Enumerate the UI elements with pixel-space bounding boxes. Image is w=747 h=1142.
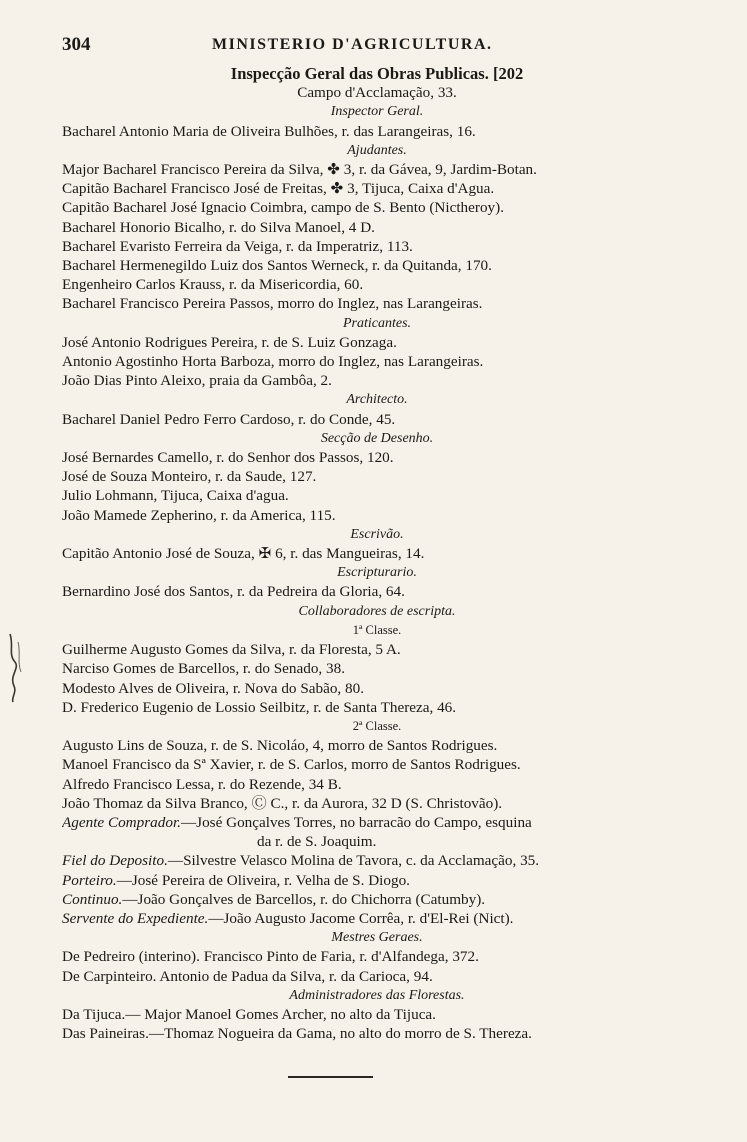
running-head: MINISTERIO D'AGRICULTURA. — [212, 36, 493, 53]
classe2-entry: Alfredo Francisco Lessa, r. do Rezende, 34 B. — [62, 775, 342, 793]
fiel-entry — [62, 851, 692, 870]
architecto-entry: Bacharel Daniel Pedro Ferro Cardoso, r. do Conde, 45. — [62, 410, 396, 428]
fiel-text: —Silvestre Velasco Molina de Tavora, c. da Acclamação, 35. — [167, 852, 540, 870]
section-ref: [202 — [492, 64, 524, 83]
continuo-role: Continuo. — [62, 890, 123, 908]
page-number: 304 — [62, 34, 91, 55]
escrivao-label: Escrivão. — [350, 526, 404, 542]
ajudante-entry: Capitão Bacharel José Ignacio Coimbra, campo de S. Bento (Nictheroy). — [62, 199, 504, 217]
section-title: Inspecção Geral das Obras Publicas. — [230, 64, 489, 83]
praticante-entry: José Antonio Rodrigues Pereira, r. de S. Luiz Gonzaga. — [62, 333, 397, 351]
architecto-label: Architecto. — [346, 392, 408, 408]
porteiro-role: Porteiro. — [62, 871, 117, 889]
mestre-entry: De Pedreiro (interino). Francisco Pinto de Faria, r. d'Alfandega, 372. — [62, 948, 479, 966]
page-header — [62, 34, 702, 60]
porteiro-entry — [62, 871, 692, 890]
classe2-entry: João Thomaz da Silva Branco, Ⓒ C., r. da Aurora, 32 D (S. Christovão). — [62, 794, 503, 812]
ajudantes-label: Ajudantes. — [347, 142, 407, 158]
escripturario-label: Escripturario. — [337, 565, 417, 581]
ajudante-entry: Bacharel Evaristo Ferreira da Veiga, r. da Imperatriz, 113. — [62, 237, 413, 255]
classe2-entry: Manoel Francisco da Sª Xavier, r. de S. Carlos, morro de Santos Rodrigues. — [62, 756, 521, 774]
praticante-entry: Antonio Agostinho Horta Barboza, morro do Inglez, nas Larangeiras. — [62, 353, 484, 371]
agente-continuation: da r. de S. Joaquim. — [257, 833, 377, 851]
desenho-label: Secção de Desenho. — [320, 430, 434, 446]
desenho-entry: José de Souza Monteiro, r. da Saude, 127. — [62, 468, 317, 486]
classe2-label: 2ª Classe. — [352, 718, 402, 733]
escripturario-entry: Bernardino José dos Santos, r. da Pedreira da Gloria, 64. — [62, 583, 405, 601]
section-title-line — [62, 64, 692, 83]
desenho-entry: Julio Lohmann, Tijuca, Caixa d'agua. — [62, 487, 289, 505]
escrivao-entry: Capitão Antonio José de Souza, ✠ 6, r. das Mangueiras, 14. — [62, 545, 425, 563]
inspector-entry: Bacharel Antonio Maria de Oliveira Bulhões, r. das Larangeiras, 16. — [62, 122, 476, 140]
classe1-entry: Guilherme Augusto Gomes da Silva, r. da Floresta, 5 A. — [62, 641, 401, 659]
servente-role: Servente do Expediente. — [62, 909, 209, 927]
mestres-label: Mestres Geraes. — [331, 930, 423, 946]
ajudante-entry: Bacharel Hermenegildo Luiz dos Santos Werneck, r. da Quitanda, 170. — [62, 257, 492, 275]
ajudante-entry: Bacharel Honorio Bicalho, r. do Silva Manoel, 4 D. — [62, 218, 375, 236]
continuo-text: —João Gonçalves de Barcellos, r. do Chichorra (Catumby). — [122, 890, 486, 908]
classe1-entry: Modesto Alves de Oliveira, r. Nova do Sabão, 80. — [62, 679, 365, 697]
administrador-entry: Das Paineiras.—Thomaz Nogueira da Gama, no alto do morro de S. Thereza. — [62, 1025, 532, 1043]
agente-role: Agente Comprador. — [62, 813, 181, 831]
agente-entry — [62, 813, 692, 832]
desenho-entry: José Bernardes Camello, r. do Senhor dos Passos, 120. — [62, 449, 394, 467]
classe1-entry: D. Frederico Eugenio de Lossio Seilbitz, r. de Santa Thereza, 46. — [62, 698, 457, 716]
closing-rule — [288, 1076, 373, 1078]
classe1-label: 1ª Classe. — [352, 622, 402, 637]
agente-text: —José Gonçalves Torres, no barracão do Campo, esquina — [180, 813, 532, 831]
servente-text: —João Augusto Jacome Corrêa, r. d'El-Rei (Nict). — [208, 909, 514, 927]
praticante-entry: João Dias Pinto Aleixo, praia da Gambôa, 2. — [62, 372, 332, 390]
ajudante-entry: Bacharel Francisco Pereira Passos, morro do Inglez, nas Larangeiras. — [62, 295, 483, 313]
section-address: Campo d'Acclamação, 33. — [297, 84, 457, 102]
servente-entry — [62, 909, 692, 928]
collaboradores-label: Collaboradores de escripta. — [298, 603, 456, 619]
ajudante-entry: Engenheiro Carlos Krauss, r. da Misericordia, 60. — [62, 276, 364, 294]
desenho-entry: João Mamede Zepherino, r. da America, 115. — [62, 506, 336, 524]
porteiro-text: —José Pereira de Oliveira, r. Velha de S. Diogo. — [116, 871, 410, 889]
ajudante-entry: Major Bacharel Francisco Pereira da Silva, ✤ 3, r. da Gávea, 9, Jardim-Botan. — [62, 161, 537, 179]
administradores-label: Administradores das Florestas. — [289, 987, 465, 1003]
praticantes-label: Praticantes. — [342, 315, 412, 331]
continuo-entry — [62, 890, 692, 909]
classe2-entry: Augusto Lins de Souza, r. de S. Nicoláo, 4, morro de Santos Rodrigues. — [62, 737, 498, 755]
mestre-entry: De Carpinteiro. Antonio de Padua da Silva, r. da Carioca, 94. — [62, 967, 433, 985]
classe1-entry: Narciso Gomes de Barcellos, r. do Senado, 38. — [62, 660, 346, 678]
fiel-role: Fiel do Deposito. — [62, 852, 168, 870]
inspector-label: Inspector Geral. — [330, 104, 424, 120]
ajudante-entry: Capitão Bacharel Francisco José de Freitas, ✤ 3, Tijuca, Caixa d'Agua. — [62, 180, 495, 198]
main-text — [62, 64, 692, 1043]
margin-binding-mark — [6, 632, 26, 704]
administrador-entry: Da Tijuca.— Major Manoel Gomes Archer, no alto da Tijuca. — [62, 1005, 436, 1023]
